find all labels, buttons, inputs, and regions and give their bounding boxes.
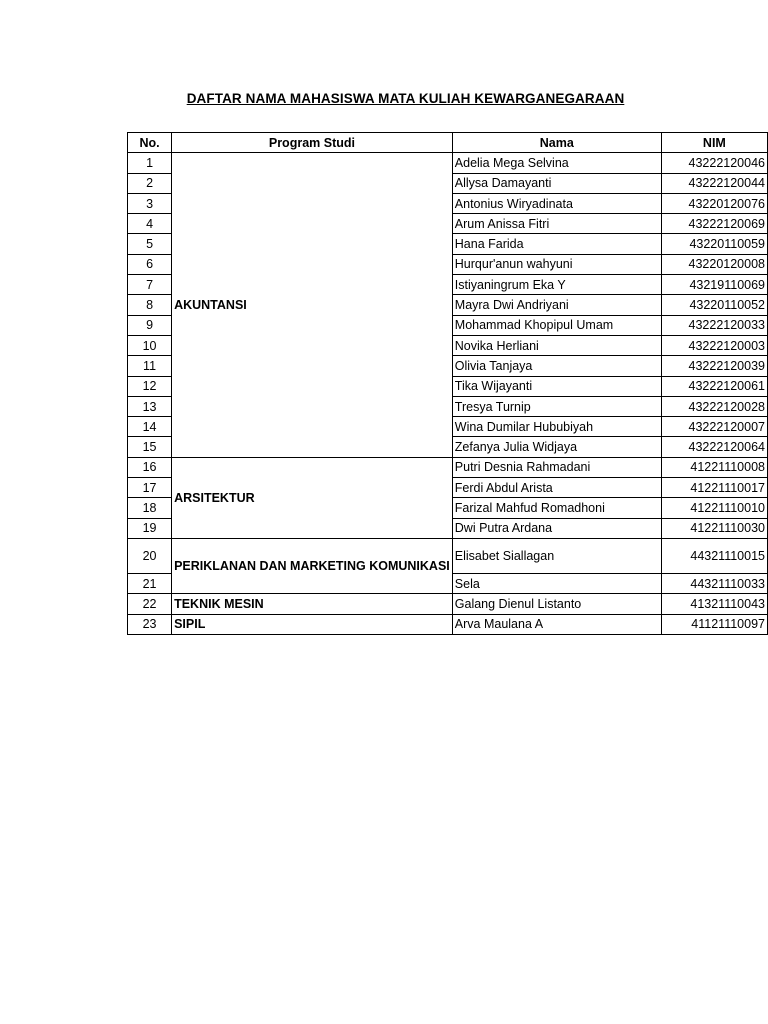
table-row [128,457,768,477]
student-nim: 43222120039 [661,356,767,376]
student-name: Hana Farida [452,234,661,254]
row-number: 17 [128,478,172,498]
student-name: Farizal Mahfud Romadhoni [452,498,661,518]
student-nim: 43222120061 [661,376,767,396]
row-number: 13 [128,396,172,416]
student-nim: 44321110015 [661,538,767,573]
row-number: 9 [128,315,172,335]
student-nim: 43220110059 [661,234,767,254]
student-name: Novika Herliani [452,335,661,355]
student-nim: 43222120044 [661,173,767,193]
student-name: Mayra Dwi Andriyani [452,295,661,315]
student-nim: 41221110008 [661,457,767,477]
student-name: Adelia Mega Selvina [452,153,661,173]
student-nim: 43222120064 [661,437,767,457]
row-number: 21 [128,573,172,593]
program-studi-cell: AKUNTANSI [172,153,453,457]
student-nim: 43222120069 [661,214,767,234]
row-number: 6 [128,254,172,274]
table-row [128,594,768,614]
student-nim: 43220110052 [661,295,767,315]
student-nim: 43222120007 [661,417,767,437]
student-nim: 44321110033 [661,573,767,593]
row-number: 20 [128,538,172,573]
student-nim: 43222120033 [661,315,767,335]
student-name: Wina Dumilar Hububiyah [452,417,661,437]
student-name: Sela [452,573,661,593]
table-row [128,538,768,573]
student-name: Istiyaningrum Eka Y [452,275,661,295]
student-nim: 43222120046 [661,153,767,173]
row-number: 3 [128,193,172,213]
student-table [127,132,768,635]
row-number: 7 [128,275,172,295]
header-no: No. [128,133,172,153]
row-number: 4 [128,214,172,234]
program-studi-cell: SIPIL [172,614,453,634]
table-row [128,614,768,634]
student-name: Tresya Turnip [452,396,661,416]
student-name: Putri Desnia Rahmadani [452,457,661,477]
student-name: Tika Wijayanti [452,376,661,396]
row-number: 1 [128,153,172,173]
student-name: Allysa Damayanti [452,173,661,193]
row-number: 10 [128,335,172,355]
student-name: Elisabet Siallagan [452,538,661,573]
row-number: 11 [128,356,172,376]
student-name: Galang Dienul Listanto [452,594,661,614]
row-number: 19 [128,518,172,538]
student-nim: 43222120028 [661,396,767,416]
student-name: Mohammad Khopipul Umam [452,315,661,335]
student-nim: 41321110043 [661,594,767,614]
student-nim: 43220120076 [661,193,767,213]
row-number: 8 [128,295,172,315]
table-row [128,153,768,173]
row-number: 16 [128,457,172,477]
student-name: Hurqur'anun wahyuni [452,254,661,274]
student-nim: 43219110069 [661,275,767,295]
row-number: 23 [128,614,172,634]
student-nim: 41221110010 [661,498,767,518]
student-nim: 41221110017 [661,478,767,498]
document-title: DAFTAR NAMA MAHASISWA MATA KULIAH KEWARGANEGARAAN [186,91,625,106]
header-program-studi: Program Studi [172,133,453,153]
student-nim: 43222120003 [661,335,767,355]
student-nim: 43220120008 [661,254,767,274]
row-number: 12 [128,376,172,396]
student-name: Olivia Tanjaya [452,356,661,376]
header-nama: Nama [452,133,661,153]
student-name: Arva Maulana A [452,614,661,634]
student-name: Antonius Wiryadinata [452,193,661,213]
row-number: 22 [128,594,172,614]
program-studi-cell: PERIKLANAN DAN MARKETING KOMUNIKASI [172,538,453,593]
student-name: Ferdi Abdul Arista [452,478,661,498]
row-number: 5 [128,234,172,254]
student-name: Zefanya Julia Widjaya [452,437,661,457]
row-number: 14 [128,417,172,437]
student-name: Dwi Putra Ardana [452,518,661,538]
student-nim: 41221110030 [661,518,767,538]
row-number: 18 [128,498,172,518]
student-nim: 41121110097 [661,614,767,634]
row-number: 15 [128,437,172,457]
program-studi-cell: TEKNIK MESIN [172,594,453,614]
program-studi-cell: ARSITEKTUR [172,457,453,538]
row-number: 2 [128,173,172,193]
header-nim: NIM [661,133,767,153]
table-header-row [128,133,768,153]
student-name: Arum Anissa Fitri [452,214,661,234]
